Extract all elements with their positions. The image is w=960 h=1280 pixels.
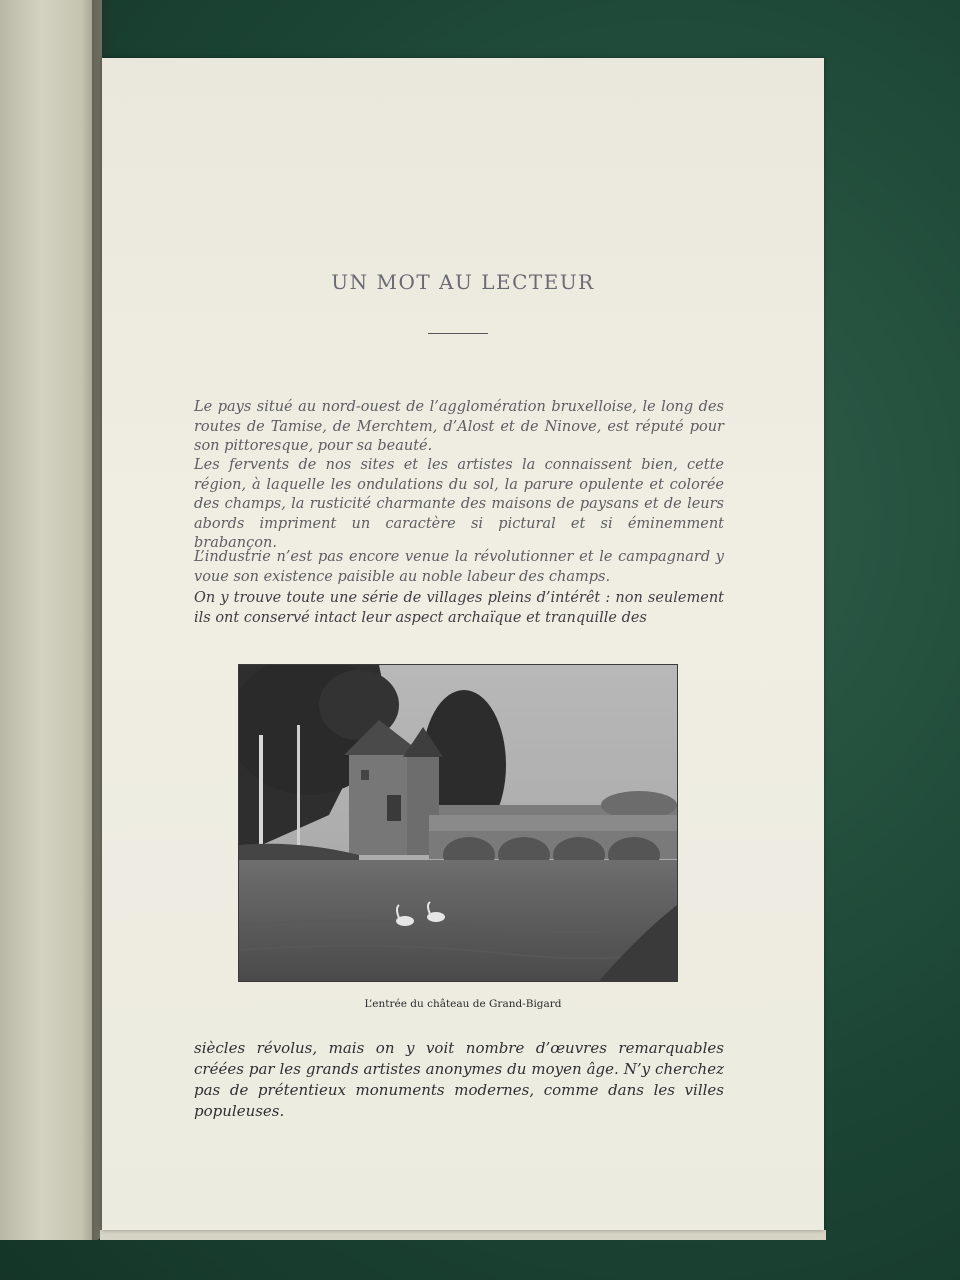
page-bottom-edge bbox=[100, 1230, 826, 1240]
photo-caption: L’entrée du château de Grand-Bigard bbox=[364, 998, 562, 1010]
title-divider bbox=[428, 333, 488, 334]
paragraph-5: siècles révolus, mais on y voit nombre d’œuvres remarquables créées par les grands artistes anonymes du moyen âge. N’y cherchez pas de prétentieux monuments modernes, comme dans les villes populeuses. bbox=[194, 1039, 724, 1120]
paragraph-4: On y trouve toute une série de villages pleins d’intérêt : non seulement ils ont conservé intact leur aspect archaïque et tranquille des bbox=[194, 590, 724, 626]
paragraph-3: L’industrie n’est pas encore venue la révolutionner et le campagnard y voue son existence paisible au noble labeur des champs. bbox=[194, 549, 724, 585]
paragraph-1: Le pays situé au nord-ouest de l’agglomération bruxelloise, le long des routes de Tamise, de Merchtem, d’Alost et de Ninove, est réputé pour son pittoresque, pour sa beauté. bbox=[194, 399, 724, 454]
page-title: UN MOT AU LECTEUR bbox=[331, 270, 595, 294]
left-page-edge bbox=[0, 0, 102, 1240]
castle-photograph bbox=[238, 664, 678, 982]
paragraph-2: Les fervents de nos sites et les artistes la connaissent bien, cette région, à laquelle les ondulations du sol, la parure opulente et colorée des champs, la rusticité charmante des maisons de paysans et de leurs abords impriment un caractère si pictural et si éminemment brabançon. bbox=[194, 457, 724, 551]
book-page bbox=[102, 58, 824, 1230]
